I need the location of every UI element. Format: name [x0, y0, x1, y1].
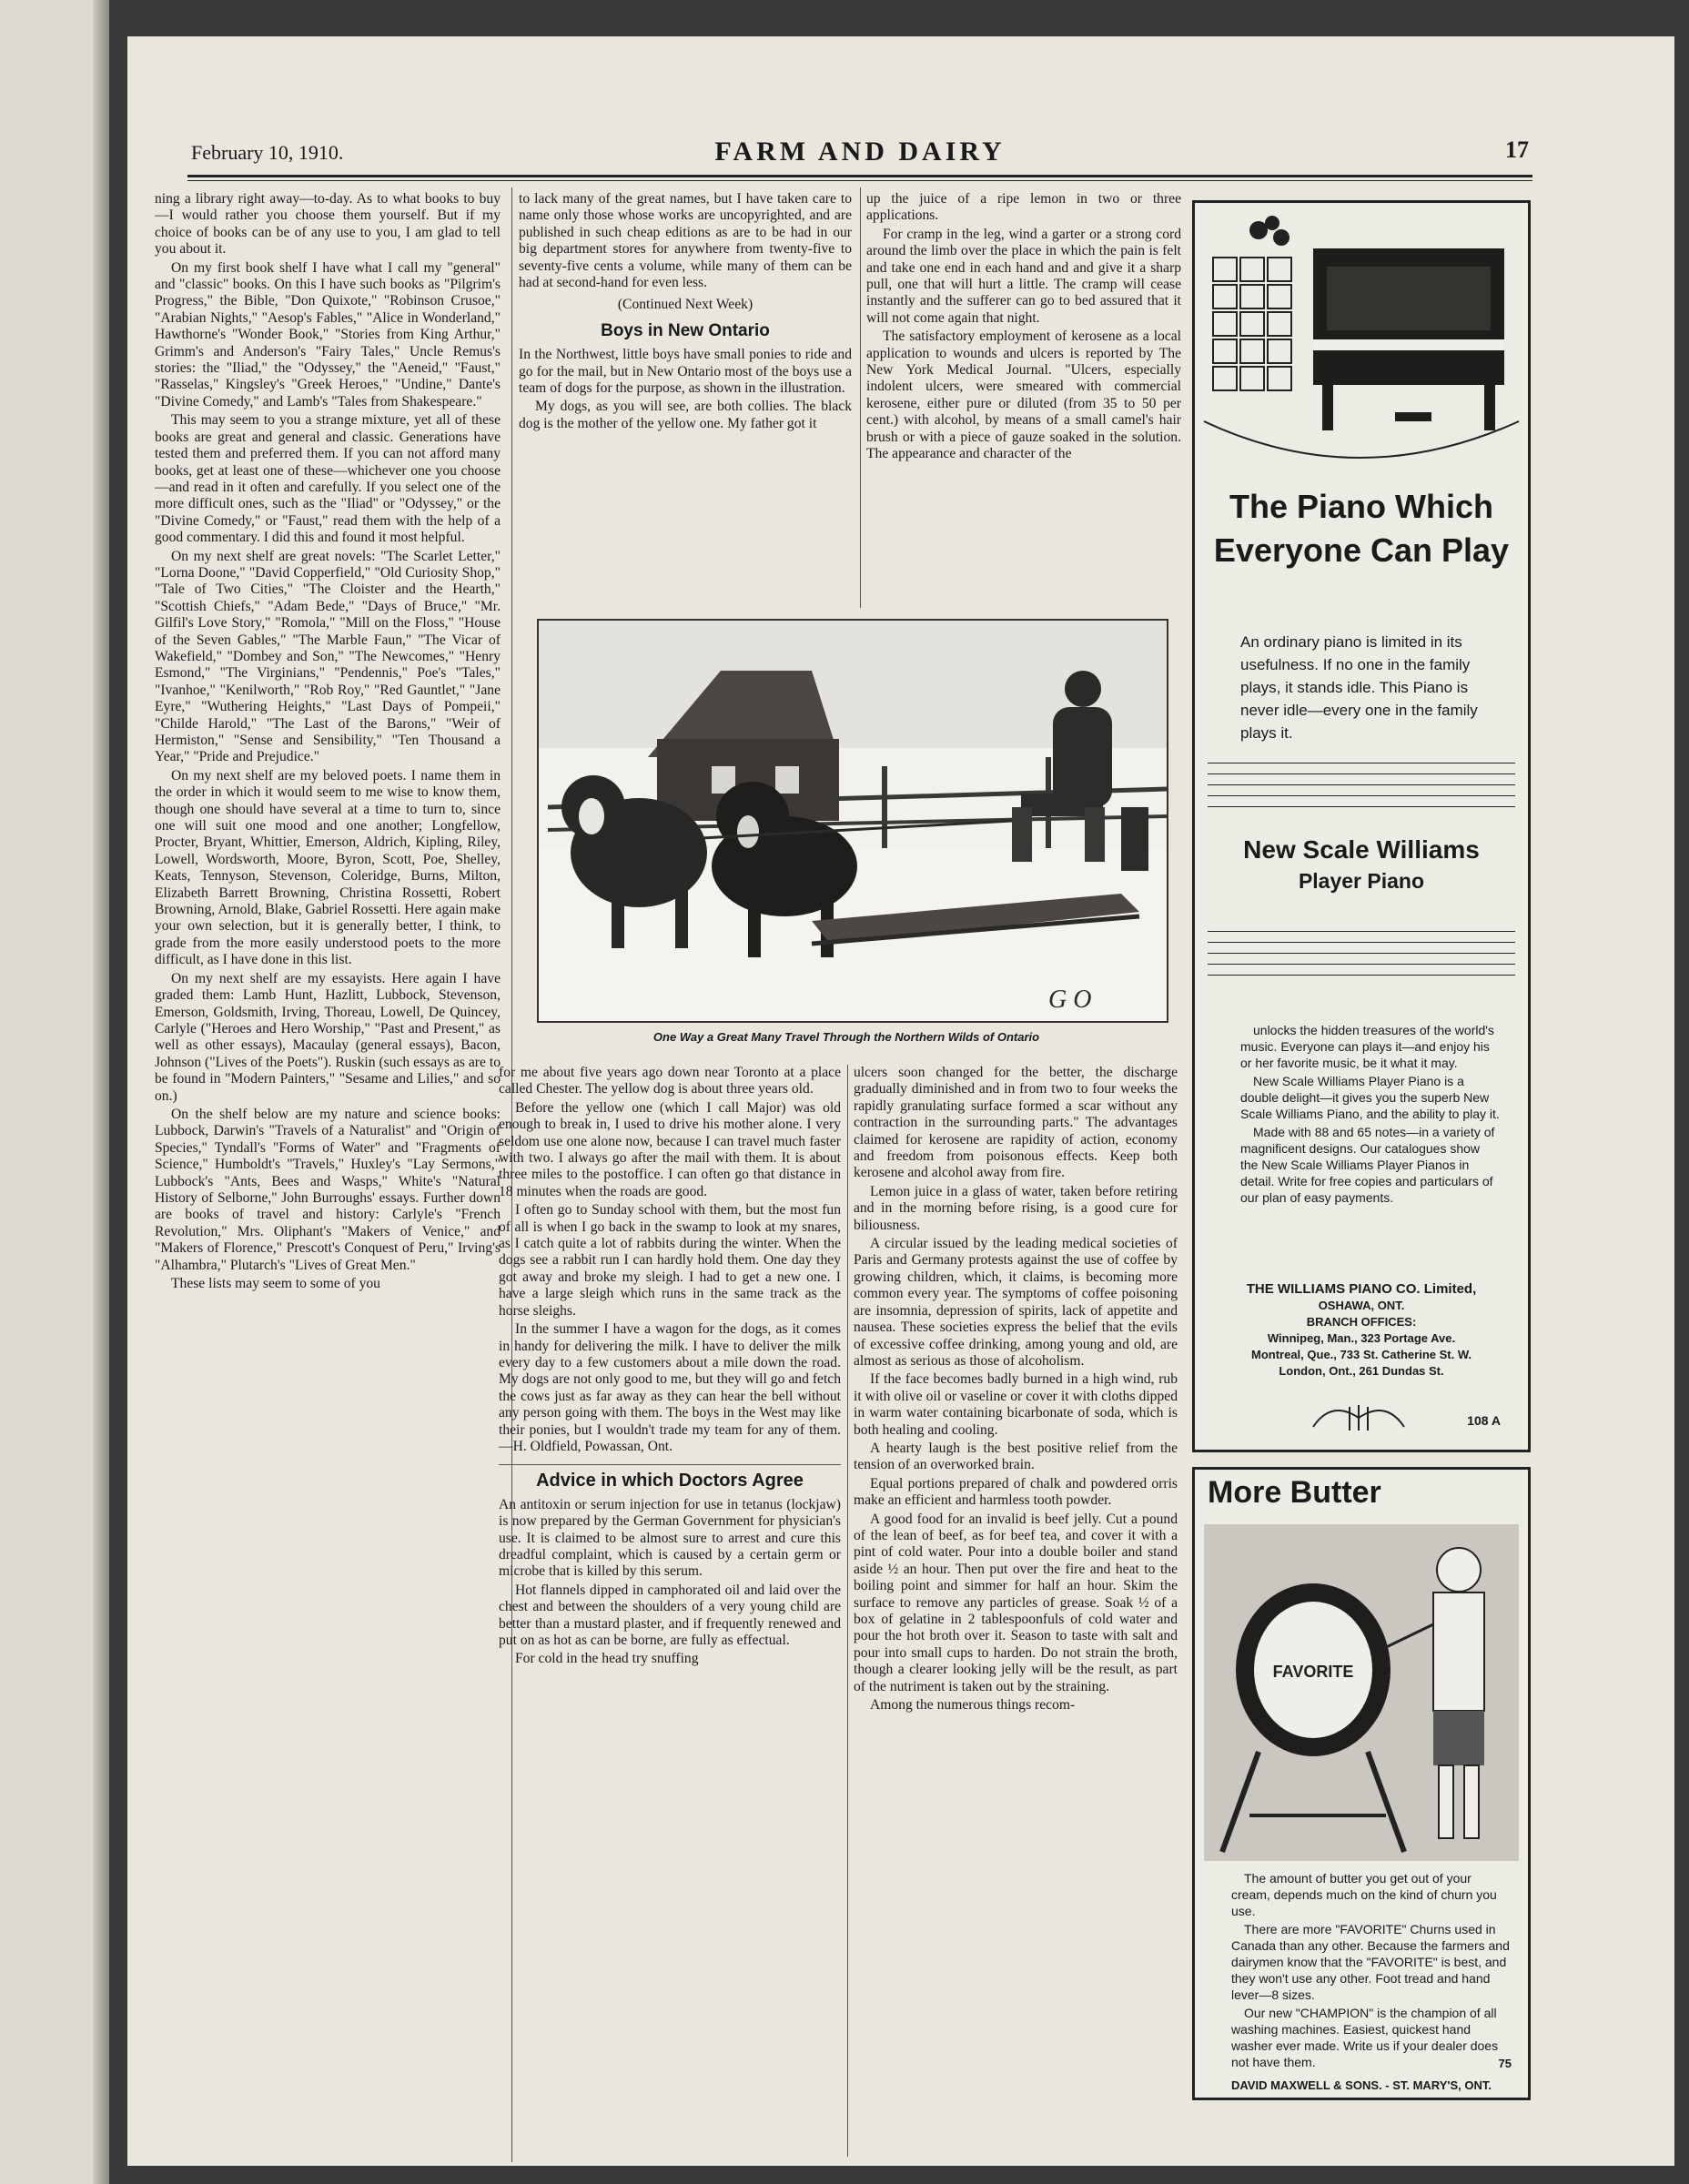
- paragraph: For cramp in the leg, wind a garter or a strong cord around the limb over the place in which the pain is felt and take one end in each hand and and give it a sharp pull, one that will hurt a little. The cramp will cease instantly and the sufferer can go to bed assured that it will not come again that night.: [866, 226, 1181, 326]
- butter-ad-footer: DAVID MAXWELL & SONS. - ST. MARY'S, ONT.: [1231, 2078, 1492, 2092]
- book-gutter: [93, 0, 109, 2184]
- facing-page-edge: [0, 0, 109, 2184]
- paragraph: The amount of butter you get out of your cream, depends much on the kind of churn you use.: [1231, 1871, 1497, 1918]
- paragraph: Hot flannels dipped in camphorated oil and laid over the chest and between the shoulders of a very young child are better than a mustard plaster, and if frequently renewed and put on as hot as can be borne, are fully as effectual.: [499, 1582, 841, 1648]
- paragraph: A circular issued by the leading medical societies of Paris and Germany protests against the use of coffee by growing children, which, it claims, is becoming more common every year. The symptoms of coffee poisoning are insomnia, depression of spirits, lack of appetite and nausea. These societies express the belief that the evils of excessive coffee drinking, among young and old, are almost as serious as those of alcoholism.: [854, 1236, 1178, 1369]
- branch-london: London, Ont., 261 Dundas St.: [1279, 1364, 1444, 1378]
- paragraph: My dogs, as you will see, are both collies. The black dog is the mother of the yellow one. My father got it: [519, 399, 852, 431]
- paragraph: Our new "CHAMPION" is the champion of all washing machines. Easiest, quickest hand washer ever made. Write us if your dealer does not have them.: [1231, 2006, 1499, 2069]
- dog-sled-photo: [537, 619, 1168, 1023]
- column-rule: [860, 187, 861, 608]
- masthead: FARM AND DAIRY: [714, 136, 1006, 167]
- column-rule: [847, 1065, 848, 2157]
- dog-sled-illustration: [539, 621, 1167, 1021]
- paragraph: On my first book shelf I have what I call my "general" and "classic" books. On this I have such books as "Pilgrim's Progress," the Bible, "Don Quixote," "Robinson Crusoe," "Arabian Nights," "Aesop's Fables," "Alice in Wonderland," Hawthorne's "Wonder Book," "Stories from King Arthur," Grimm's and Anderson's "Fairy Tales," Uncle Remus's stories: the "Iliad," the "Odyssey," the "Aeneid," "Faust," "Rasselas," Kingsley's "Greek Heroes," "Undine," Dante's "Divine Comedy," and Lamb's "Tales from Shakespeare.": [155, 259, 501, 410]
- ad-number: 75: [1498, 2057, 1512, 2070]
- section-rule: [499, 1464, 841, 1465]
- photo-caption: One Way a Great Many Travel Through the Northern Wilds of Ontario: [652, 1030, 1040, 1044]
- branch-label: BRANCH OFFICES:: [1306, 1315, 1417, 1329]
- paragraph: The satisfactory employment of kerosene as a local application to wounds and ulcers is reported by The New York Medical Journal. "Ulcers, especially indolent ulcers, were smeared with commercial kerosene, either pure or diluted (from 35 to 50 per cent.) with alcohol, by means of a small camel's hair brush or with a piece of gauze soaked in the solution. The appearance and character of the: [866, 329, 1181, 462]
- churn-illustration: [1195, 1515, 1528, 1870]
- paragraph: unlocks the hidden treasures of the world's music. Everyone can plays it—and enjoy his or her favorite music, be it what it may.: [1240, 1023, 1494, 1070]
- paragraph: for me about five years ago down near Toronto at a place called Chester. The yellow dog is about three years old.: [499, 1065, 841, 1097]
- churn-label: FAVORITE: [1272, 1663, 1354, 1681]
- piano-illustration: [1195, 203, 1528, 476]
- ad-code: 108 A: [1467, 1413, 1501, 1428]
- piano-company: THE WILLIAMS PIANO CO. Limited,: [1246, 1281, 1477, 1297]
- article-column-2-top: [519, 191, 852, 610]
- paragraph: An antitoxin or serum injection for use in tetanus (lockjaw) is now prepared by the German Government for physician's use. It is claimed to be almost sure to arrest and cure this dreadful complaint, which is caused by a certain germ or microbe that is killed by this serum.: [499, 1496, 841, 1580]
- paragraph: A hearty laugh is the best positive relief from the tension of an overworked brain.: [854, 1440, 1178, 1473]
- paragraph: Equal portions prepared of chalk and powdered orris make an efficient and harmless tooth powder.: [854, 1475, 1178, 1509]
- remedies-column-bottom: [854, 1065, 1178, 2157]
- library-article-continuation: [519, 191, 852, 291]
- piano-city: OSHAWA, ONT.: [1318, 1299, 1405, 1312]
- butter-ad-body: [1231, 1870, 1510, 2072]
- photo-signature: G O: [1048, 986, 1092, 1014]
- continued-note: (Continued Next Week): [617, 297, 753, 313]
- boys-heading: Boys in New Ontario: [601, 320, 770, 340]
- paragraph: On my next shelf are great novels: "The Scarlet Letter," "Lorna Doone," "David Copperfield," "Old Curiosity Shop," "Tale of Two Cities," "The Cloister and the Hearth," "Scottish Chiefs," "Adam Bede," "Days of Bruce," "Mr. Gilfil's Love Story," "Romola," "Mill on the Floss," "House of the Seven Gables," "The Marble Faun," "The Vicar of Wakefield," "Dombey and Son," "The Newcomes," "Henry Esmond," "The Virginians," "Pendennis," Poe's "Tales," "Ivanhoe," "Kenilworth," "Rob Roy," "Red Gauntlet," "Jane Eyre," "Wuthering Heights," "Last Days of Pompeii," "Childe Harold," "The Last of the Barons," "Weir of Hermiston," "Sense and Sensibility," "Ten Thousand a Year," "Pride and Prejudice.": [155, 548, 501, 765]
- paragraph: On the shelf below are my nature and science books: Lubbock, Darwin's "Travels of a Naturalist" and "Origin of Species," Tyndall's "Forms of Water" and "Fragments of Science," Humboldt's "Travels," Huxley's "Lay Sermons," Lubbock's "Ants, Bees and Wasps," White's "Natural History of Selborne," John Burroughs' essays. Further down are books of travel and history: Carlyle's "French Revolution," Mrs. Oliphant's "Makers of Venice," and "Makers of Florence," Prescott's Conquest of Peru," Irving's "Alhambra," Plutarch's "Lives of Great Men.": [155, 1106, 501, 1273]
- paragraph: Lemon juice in a glass of water, taken before retiring and in the morning before rising, is a good cure for biliousness.: [854, 1183, 1178, 1233]
- remedies-column-top: [866, 191, 1181, 610]
- music-staff-top: [1208, 763, 1515, 817]
- piano-ad-body: [1240, 1022, 1501, 1208]
- paragraph: In the summer I have a wagon for the dogs, as it comes in handy for delivering the milk. I have to deliver the milk every day to a few customers about a mile down the road. My dogs are not only good to me, but they will go and fetch the cows just as far away as they can hear the bell without any person going with them. The boys in the West may like their ponies, but I wouldn't trade my team for any of them.—H. Oldfield, Powassan, Ont.: [499, 1321, 841, 1454]
- butter-ad-title: More Butter: [1208, 1475, 1381, 1510]
- paragraph: New Scale Williams Player Piano is a double delight—it gives you the superb New Scale Williams Piano, and the ability to play it.: [1240, 1074, 1500, 1121]
- page-header: [191, 100, 1529, 173]
- issue-date: February 10, 1910.: [191, 141, 344, 164]
- paragraph: Before the yellow one (which I call Major) was old enough to break in, I used to drive his mother alone. I very seldom use one alone now, because I can travel much faster with two. I always go after the mail with them. It is about three miles to the postoffice. I can often go that distance in 18 minutes when the roads are good.: [499, 1099, 841, 1199]
- doctors-article: [499, 1497, 841, 1668]
- paragraph: to lack many of the great names, but I have taken care to name only those whose works are uncopyrighted, and are published in such cheap editions as are to be had in our big department stores for anywhere from twenty-five to seventy-five cents a volume, while many of them can be had at second-hand for even less.: [519, 191, 852, 291]
- paragraph: For cold in the head try snuffing: [515, 1651, 699, 1667]
- piano-company-block: [1195, 1281, 1528, 1380]
- paragraph: On my next shelf are my beloved poets. I name them in the order in which it would seem to me wise to know them, though one should have several at a time to turn to, since one will suit one mood and one another; Longfellow, Procter, Bryant, Whittier, Emerson, Aldrich, Kipling, Riley, Lowell, Wordsworth, Moore, Byron, Scott, Poe, Shelley, Keats, Tennyson, Stevenson, Coleridge, Burns, Milton, Elizabeth Barrett Browning, Christina Rossetti, Robert Browning, Arnold, Blake, Gabriel Rossetti. Here again make your own selection, but it is generally better, I think, to grade from the more easily understood poets to the more difficult, as I have done in this list.: [155, 767, 501, 968]
- piano-ad-intro: An ordinary piano is limited in its usefulness. If no one in the family plays, it stands idle. This Piano is never idle—every one in the family plays it.: [1240, 633, 1478, 742]
- library-article-column: [155, 191, 501, 2157]
- paragraph: If the face becomes badly burned in a high wind, rub it with olive oil or vaseline or cover it with cloths dipped in warm water containing bicarbonate of soda, which is both healing and cooling.: [854, 1371, 1178, 1438]
- boys-article-body: [499, 1065, 841, 1455]
- piano-brand: New Scale Williams: [1243, 835, 1480, 864]
- doctors-heading: Advice in which Doctors Agree: [536, 1471, 804, 1491]
- paragraph: A good food for an invalid is beef jelly. Cut a pound of the lean of beef, as for beef tea, and cover it with a pint of cold water. Pour into a double boiler and stand aside ½ an hour. Then put over the fire and heat to the boiling point and simmer for half an hour. Skim the surface to remove any particles of grease. Soak ½ of a box of gelatine in 2 tablespoonfuls of cold water and pour the hot broth over it. Season to taste with salt and pour into small cups to harden. Do not strain the broth, though a clearer looking jelly will be the result, as part of the nutriment is taken out by the straining.: [854, 1511, 1178, 1694]
- paragraph: In the Northwest, little boys have small ponies to ride and go for the mail, but in New Ontario most of the boys use a team of dogs for the purpose, as shown in the illustration.: [519, 347, 852, 397]
- paragraph: This may seem to you a strange mixture, yet all of these books are great and general and classic. Generations have tested them and preferred them. If you can not afford many books, get at least one of these—whichever one you choose—and read in it often and carefully. If you select one of the more difficult ones, such as the "Iliad" or "Odyssey," or the "Divine Comedy," or "Faust," read them with the help of a good commentary. I did this and found it most helpful.: [155, 412, 501, 546]
- music-staff-bottom: [1208, 931, 1515, 986]
- branch-montreal: Montreal, Que., 733 St. Catherine St. W.: [1251, 1348, 1472, 1361]
- paragraph: These lists may seem to some of you: [171, 1276, 380, 1291]
- lyre-ornament-icon: [1304, 1400, 1413, 1436]
- page-number: 17: [1505, 136, 1529, 163]
- header-rule: [187, 175, 1532, 181]
- paragraph: ulcers soon changed for the better, the discharge gradually diminished and in from two to four weeks the rapidly granulating surface formed a scar without any contraction in the surrounding parts." The advantages claimed for kerosene are rapidity of action, economy and freedom from poisonous effects. Keep both kerosene and alcohol away from fire.: [854, 1065, 1178, 1181]
- piano-advertisement: [1192, 200, 1531, 1452]
- paragraph: Made with 88 and 65 notes—in a variety of magnificent designs. Our catalogues show the New Scale Williams Player Pianos in detail. Write for free copies and particulars of our plan of easy payments.: [1240, 1125, 1495, 1205]
- paragraph: I often go to Sunday school with them, but the most fun of all is when I go back in the swamp to look at my snares, as I catch quite a lot of rabbits during the winter. When the dogs see a rabbit run I can hardly hold them. One day they got away and broke my sleigh. I had to get a new one. I have a large sleigh which runs in the same track as the horse sleighs.: [499, 1202, 841, 1319]
- paragraph: There are more "FAVORITE" Churns used in Canada than any other. Because the farmers and dairymen know that the "FAVORITE" is best, and they won't use any other. Foot tread and hand lever—8 sizes.: [1231, 1922, 1510, 2002]
- branch-winnipeg: Winnipeg, Man., 323 Portage Ave.: [1267, 1331, 1456, 1345]
- churn-advertisement: [1192, 1467, 1531, 2100]
- paragraph: up the juice of a ripe lemon in two or three applications.: [866, 191, 1181, 224]
- piano-subtitle: Player Piano: [1298, 869, 1425, 893]
- paragraph: Among the numerous things recom-: [870, 1697, 1076, 1714]
- boys-article-intro: [519, 347, 852, 432]
- piano-ad-title: The Piano Which Everyone Can Play: [1213, 488, 1510, 569]
- paragraph: On my next shelf are my essayists. Here again I have graded them: Lamb Hunt, Hazlitt, Lubbock, Stevenson, Emerson, Goldsmith, Irving, Thoreau, Lowell, De Quincey, Carlyle ("Heroes and Hero Worship," "Past and Present," as well as other essays), Macaulay (general essays), Bacon, Johnson ("Lives of the Poets"). Ruskin (such essays as are to be found in "Modern Painters," "Sesame and Lilies," and so on.): [155, 970, 501, 1104]
- paragraph: ning a library right away—to-day. As to what books to buy—I would rather you choose them yourself. But if my choice of books can be of any use to you, I am glad to tell you about it.: [155, 191, 501, 258]
- article-column-2-bottom: [499, 1065, 841, 2157]
